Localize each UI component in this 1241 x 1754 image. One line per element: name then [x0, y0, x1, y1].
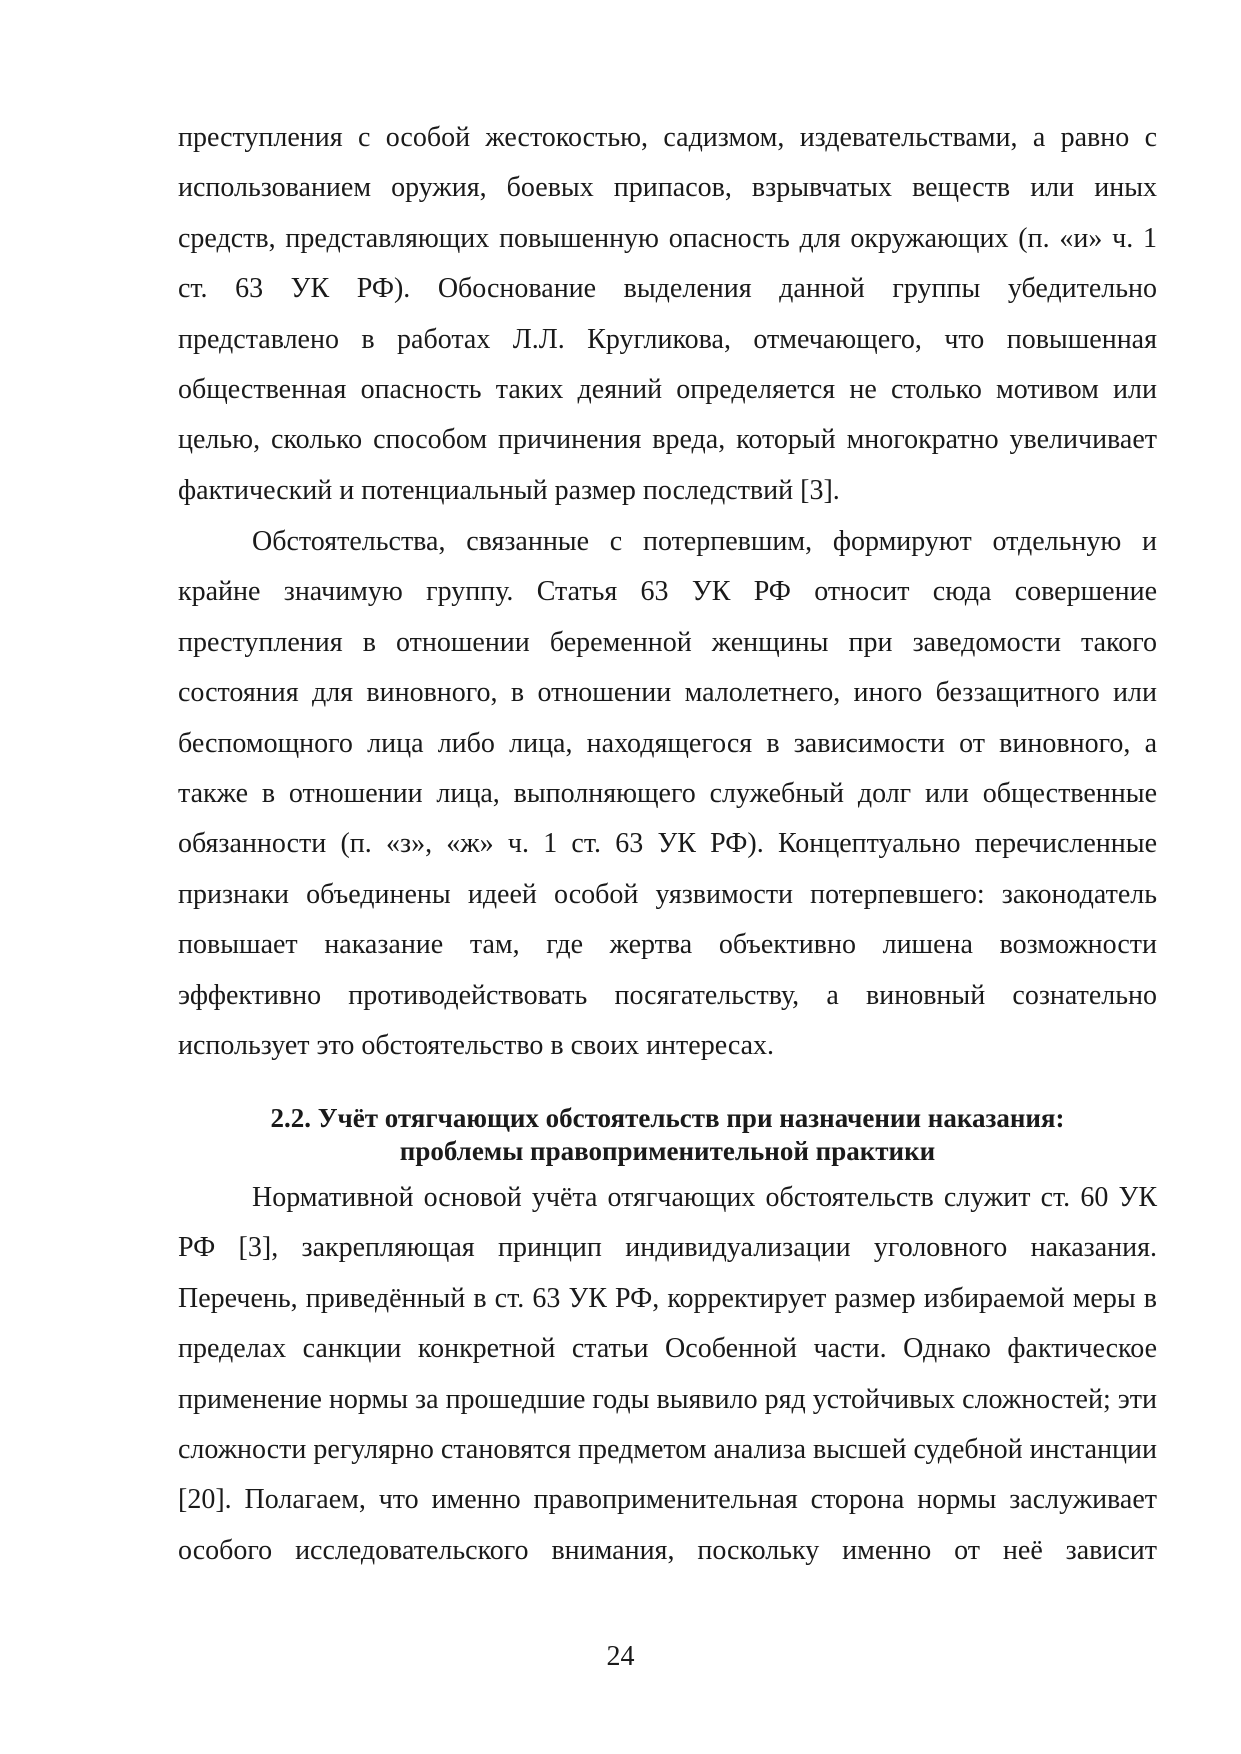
paragraph-victim-circumstances: Обстоятельства, связанные с потерпевшим, формируют отдельную и крайне значимую группу. Статья 63 УК РФ относит сюда совершение преступления в отношении беременной женщины при заведомости такого состояния для виновного, в отношении малолетнего, иного беззащитного или беспомощного лица либо лица, находящегося в зависимости от виновного, а также в отношении лица, выполняющего служебный долг или общественные обязанности (п. «з», «ж» ч. 1 ст. 63 УК РФ). Концептуально перечисленные признаки объединены идеей особой уязвимости потерпевшего: законодатель повышает наказание там, где жертва объективно лишена возможности эффективно противодействовать посягательству, а виновный сознательно использует это обстоятельство в своих интересах.: [178, 526, 1157, 1062]
paragraph-crime-method: преступления с особой жестокостью, садизмом, издевательствами, а равно с использованием оружия, боевых припасов, взрывчатых веществ или иных средств, представляющих повышенную опасность для окружающих (п. «и» ч. 1 ст. 63 УК РФ). Обоснование выделения данной группы убедительно представлено в работах Л.Л. Кругликова, отмечающего, что повышенная общественная опасность таких деяний определяется не столько мотивом или целью, сколько способом причинения вреда, который многократно увеличивает фактический и потенциальный размер последствий [3].: [178, 122, 1157, 506]
paragraph-normative-basis: Нормативной основой учёта отягчающих обстоятельств служит ст. 60 УК РФ [3], закрепляющая принцип индивидуализации уголовного наказания. Перечень, приведённый в ст. 63 УК РФ, корректирует размер избираемой меры в пределах санкции конкретной статьи Особенной части. Однако фактическое применение нормы за прошедшие годы выявило ряд устойчивых сложностей; эти сложности регулярно становятся предметом анализа высшей судебной инстанции [20]. Полагаем, что именно правоприменительная сторона нормы заслуживает особого исследовательского внимания, поскольку именно от неё зависит: [178, 1182, 1157, 1566]
section-heading-line-2: проблемы правоприменительной практики: [399, 1136, 936, 1166]
page-number: 24: [606, 1641, 635, 1672]
section-heading: [178, 1102, 1157, 1168]
section-heading-line-1: 2.2. Учёт отягчающих обстоятельств при назначении наказания:: [270, 1103, 1065, 1133]
